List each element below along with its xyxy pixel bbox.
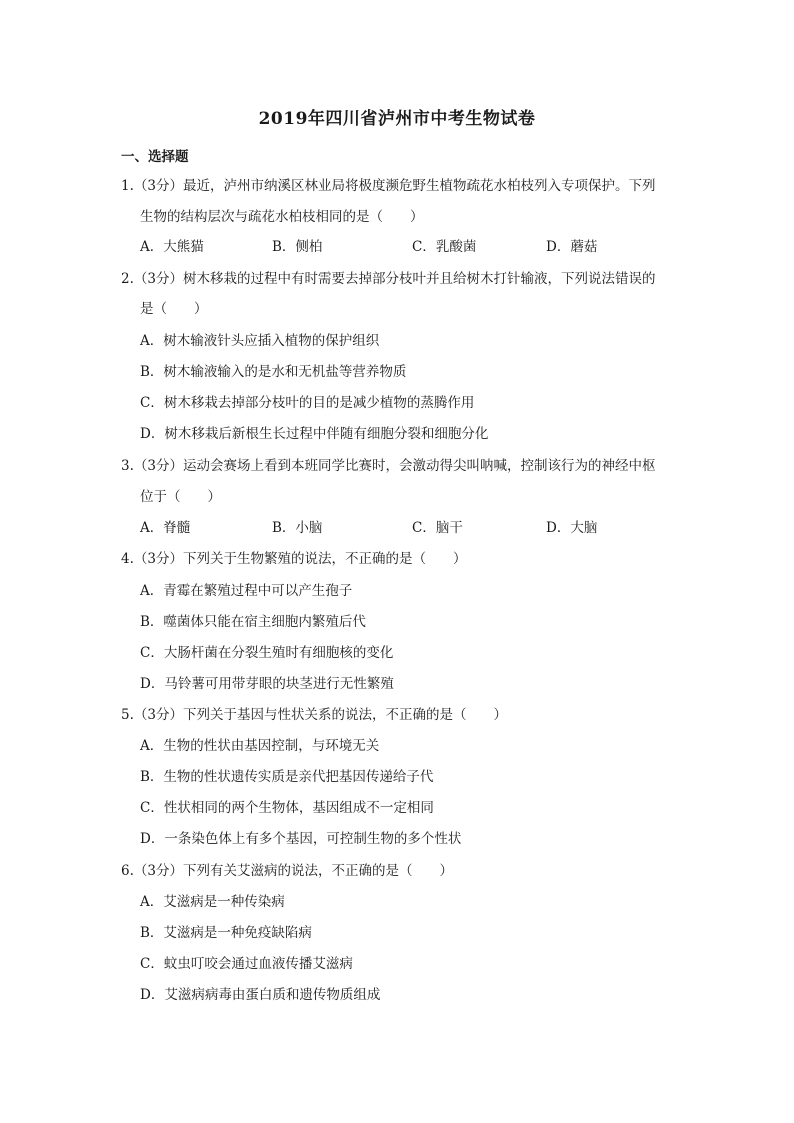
question-4-option-c: C．大肠杆菌在分裂生殖时有细胞核的变化 bbox=[140, 645, 394, 661]
question-2-option-b: B．树木输液输入的是水和无机盐等营养物质 bbox=[140, 364, 407, 380]
question-5-option-d: D．一条染色体上有多个基因，可控制生物的多个性状 bbox=[140, 831, 462, 847]
question-1-line-2: 生物的结构层次与疏花水柏枝相同的是（ ） bbox=[140, 209, 424, 225]
question-6-option-c: C．蚊虫叮咬会通过血液传播艾滋病 bbox=[140, 956, 353, 972]
question-1-option-d: D．蘑菇 bbox=[546, 239, 598, 255]
question-6-option-d: D．艾滋病病毒由蛋白质和遗传物质组成 bbox=[140, 987, 381, 1003]
question-3-option-c: C．脑干 bbox=[412, 520, 463, 536]
question-4-option-d: D．马铃薯可用带芽眼的块茎进行无性繁殖 bbox=[140, 676, 394, 692]
question-5-option-a: A．生物的性状由基因控制，与环境无关 bbox=[140, 738, 380, 754]
question-2-option-a: A．树木输液针头应插入植物的保护组织 bbox=[140, 333, 380, 349]
question-3-line-2: 位于（ ） bbox=[140, 489, 221, 505]
question-6-option-b: B．艾滋病是一种免疫缺陷病 bbox=[140, 925, 312, 941]
exam-title: 2019年四川省泸州市中考生物试卷 bbox=[258, 109, 536, 129]
question-2-option-d: D．树木移栽后新根生长过程中伴随有细胞分裂和细胞分化 bbox=[140, 426, 489, 442]
question-4-option-a: A．青霉在繁殖过程中可以产生孢子 bbox=[140, 583, 353, 599]
question-1-option-c: C．乳酸菌 bbox=[412, 239, 477, 255]
question-6-line-1: 6.（3分）下列有关艾滋病的说法，不正确的是（ ） bbox=[121, 863, 453, 879]
question-5-line-1: 5.（3分）下列关于基因与性状关系的说法，不正确的是（ ） bbox=[121, 707, 507, 723]
question-4-option-b: B．噬菌体只能在宿主细胞内繁殖后代 bbox=[140, 614, 366, 630]
question-5-option-b: B．生物的性状遗传实质是亲代把基因传递给子代 bbox=[140, 769, 434, 785]
section-heading: 一、选择题 bbox=[121, 149, 189, 165]
question-2-line-1: 2.（3分）树木移栽的过程中有时需要去掉部分枝叶并且给树木打针输液，下列说法错误的 bbox=[121, 271, 656, 287]
question-4-line-1: 4.（3分）下列关于生物繁殖的说法，不正确的是（ ） bbox=[121, 551, 467, 567]
question-3-option-b: B．小脑 bbox=[272, 520, 323, 536]
question-3-option-d: D．大脑 bbox=[546, 520, 598, 536]
question-3-line-1: 3.（3分）运动会赛场上看到本班同学比赛时，会激动得尖叫呐喊，控制该行为的神经中枢 bbox=[121, 458, 656, 474]
question-2-line-2: 是（ ） bbox=[140, 301, 208, 317]
question-1-options bbox=[140, 238, 660, 256]
question-1-option-a: A．大熊猫 bbox=[140, 239, 204, 255]
question-5-option-c: C．性状相同的两个生物体，基因组成不一定相同 bbox=[140, 800, 434, 816]
question-3-options bbox=[140, 519, 660, 537]
question-2-option-c: C．树木移栽去掉部分枝叶的目的是减少植物的蒸腾作用 bbox=[140, 395, 475, 411]
question-1-line-1: 1.（3分）最近，泸州市纳溪区林业局将极度濒危野生植物疏花水柏枝列入专项保护。下列 bbox=[121, 178, 656, 194]
question-1-option-b: B．侧柏 bbox=[272, 239, 323, 255]
question-6-option-a: A．艾滋病是一种传染病 bbox=[140, 894, 285, 910]
question-3-option-a: A．脊髓 bbox=[140, 520, 191, 536]
